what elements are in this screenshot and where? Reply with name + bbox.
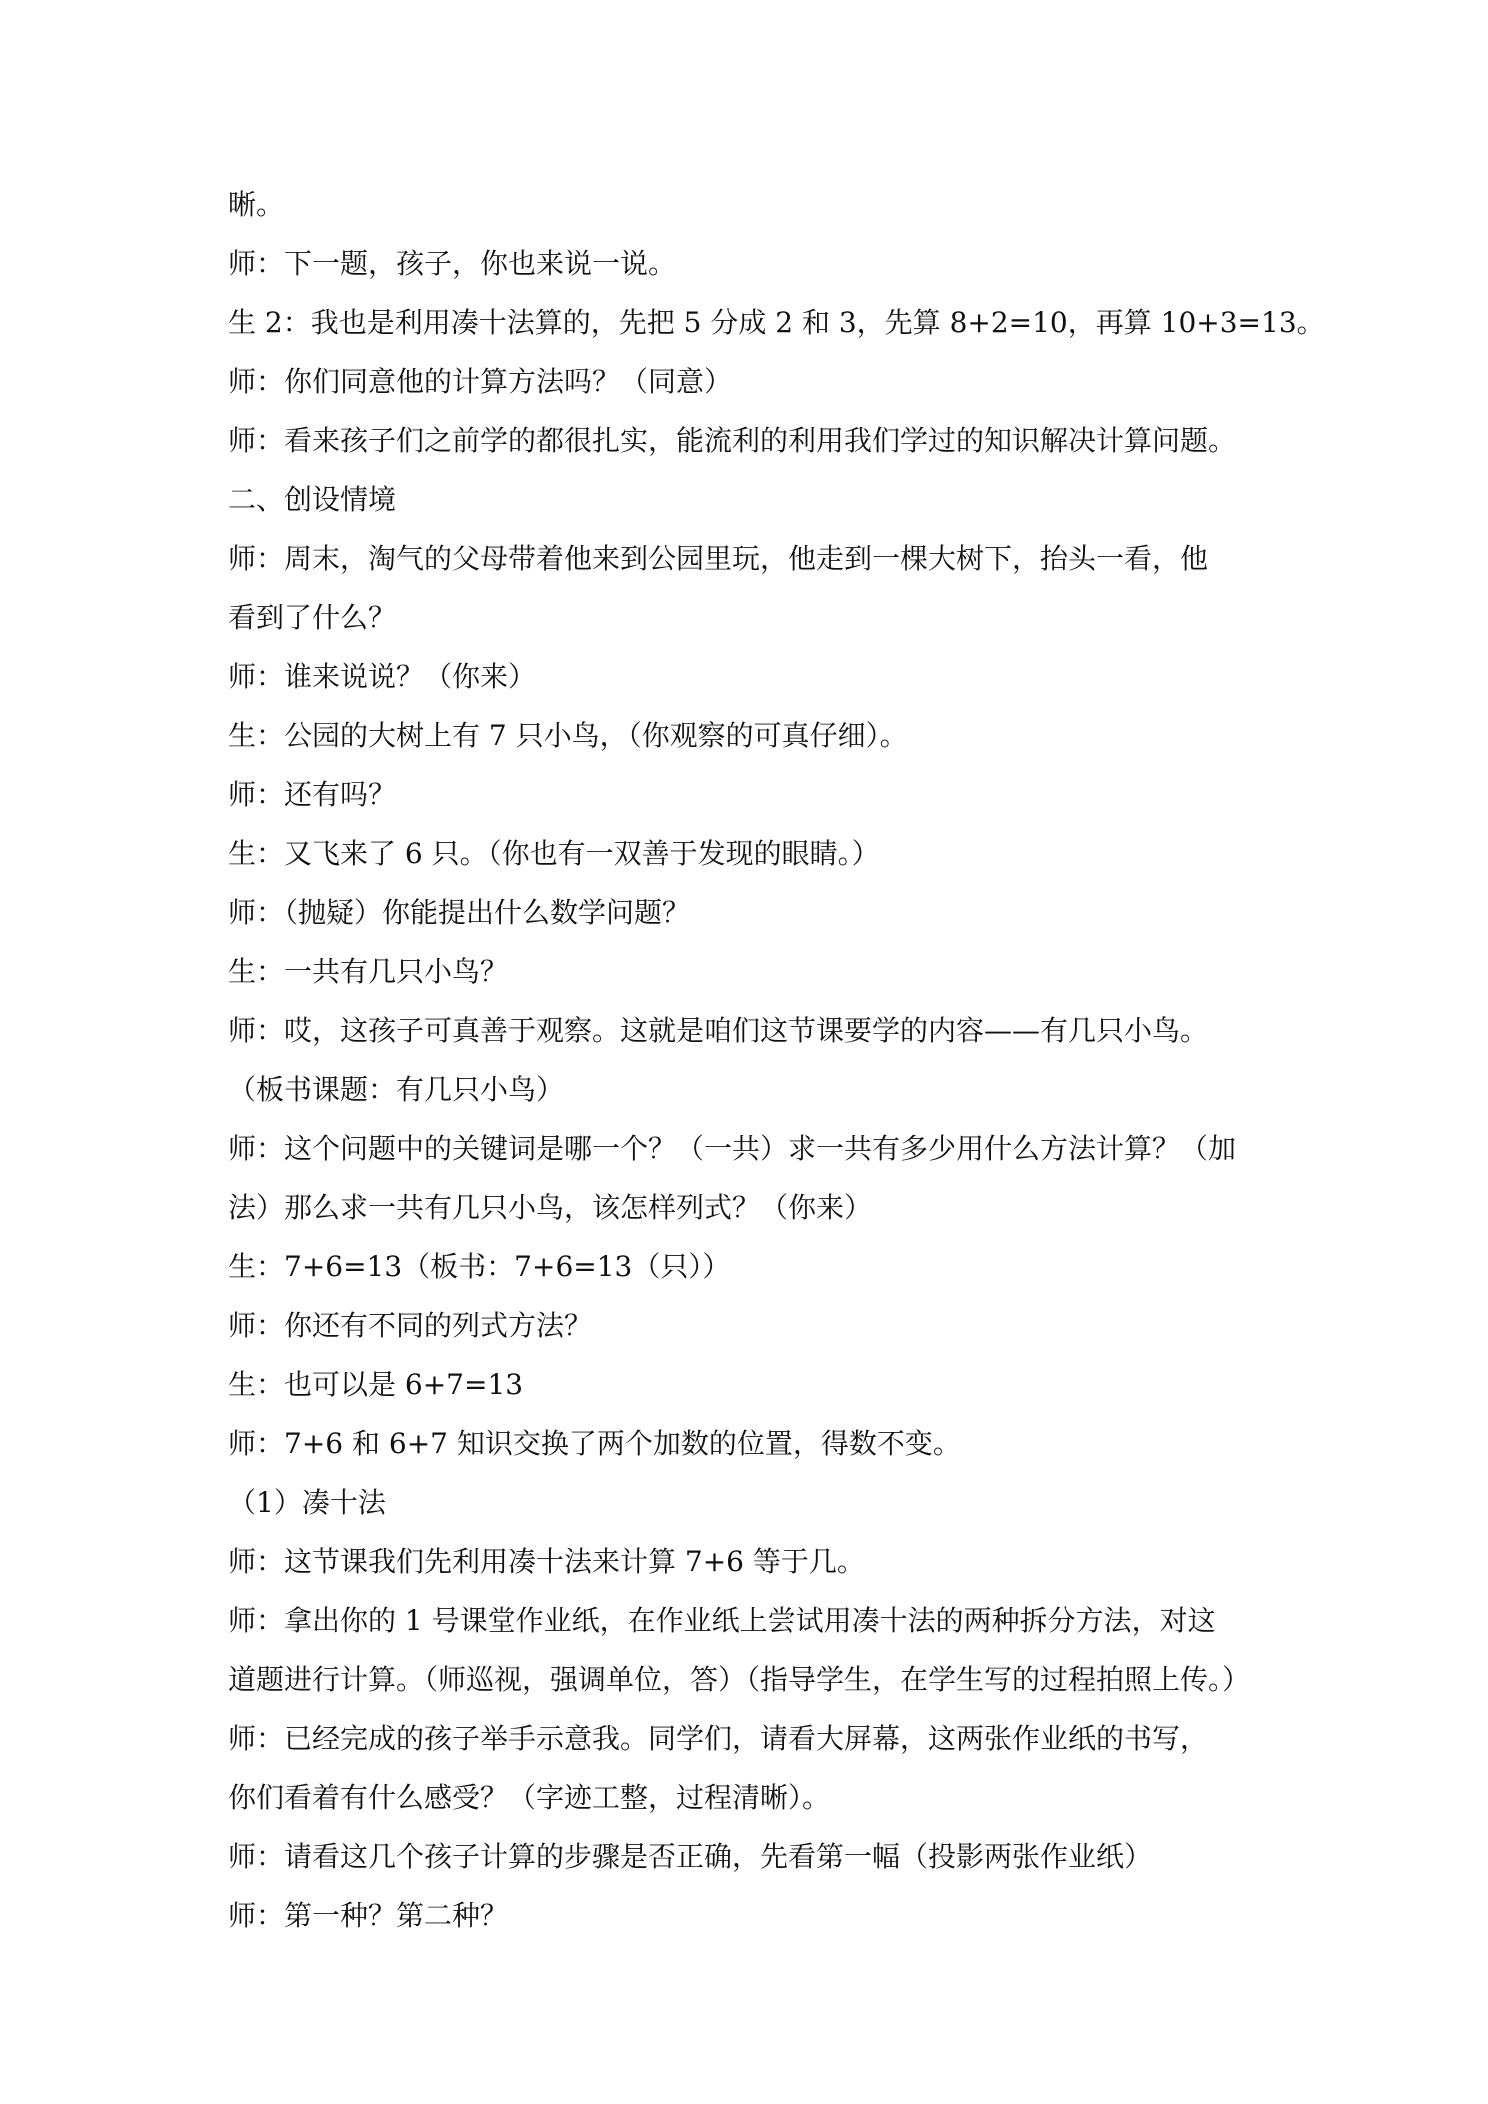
text-line: 师：哎，这孩子可真善于观察。这就是咱们这节课要学的内容——有几只小鸟。 xyxy=(228,1014,1209,1047)
text-line: 生：又飞来了 6 只。（你也有一双善于发现的眼睛。） xyxy=(228,837,880,870)
text-line: 晰。 xyxy=(228,188,285,221)
text-line: 师：谁来说说？（你来） xyxy=(228,660,537,693)
text-line: 师：（抛疑）你能提出什么数学问题？ xyxy=(228,896,691,929)
text-line: 师：请看这几个孩子计算的步骤是否正确，先看第一幅（投影两张作业纸） xyxy=(228,1840,1153,1873)
text-line: 生：也可以是 6+7=13 xyxy=(228,1368,524,1401)
text-line: 看到了什么？ xyxy=(228,601,397,634)
text-line: 道题进行计算。（师巡视，强调单位，答）（指导学生，在学生写的过程拍照上传。） xyxy=(228,1663,1251,1696)
text-line: 你们看着有什么感受？（字迹工整，过程清晰）。 xyxy=(228,1781,831,1814)
text-line: 师：这个问题中的关键词是哪一个？（一共）求一共有多少用什么方法计算？（加 xyxy=(228,1132,1237,1165)
text-line: 生：7+6=13（板书：7+6=13（只）） xyxy=(228,1250,731,1283)
section-heading: 二、创设情境 xyxy=(228,483,397,516)
text-line: 师：你们同意他的计算方法吗？（同意） xyxy=(228,365,733,398)
text-line: 师：拿出你的 1 号课堂作业纸，在作业纸上尝试用凑十法的两种拆分方法，对这 xyxy=(228,1604,1216,1637)
text-line: 师：这节课我们先利用凑十法来计算 7+6 等于几。 xyxy=(228,1545,865,1578)
text-line: （板书课题：有几只小鸟） xyxy=(228,1073,565,1106)
subsection-heading: （1）凑十法 xyxy=(228,1486,386,1519)
text-line: 师：周末，淘气的父母带着他来到公园里玩，他走到一棵大树下，抬头一看，他 xyxy=(228,542,1209,575)
text-line: 师：下一题，孩子，你也来说一说。 xyxy=(228,247,677,280)
text-line: 法）那么求一共有几只小鸟，该怎样列式？（你来） xyxy=(228,1191,873,1224)
document-body xyxy=(228,175,1325,1945)
text-line: 生 2：我也是利用凑十法算的，先把 5 分成 2 和 3，先算 8+2=10，再算 10+3=13。 xyxy=(228,306,1325,339)
text-line: 师：已经完成的孩子举手示意我。同学们，请看大屏幕，这两张作业纸的书写， xyxy=(228,1722,1209,1755)
text-line: 师：7+6 和 6+7 知识交换了两个加数的位置，得数不变。 xyxy=(228,1427,961,1460)
text-line: 师：还有吗？ xyxy=(228,778,397,811)
text-line: 师：你还有不同的列式方法？ xyxy=(228,1309,593,1342)
text-line: 生：一共有几只小鸟？ xyxy=(228,955,509,988)
text-line: 师：看来孩子们之前学的都很扎实，能流利的利用我们学过的知识解决计算问题。 xyxy=(228,424,1237,457)
text-line: 师：第一种？第二种？ xyxy=(228,1899,509,1932)
text-line: 生：公园的大树上有 7 只小鸟，（你观察的可真仔细）。 xyxy=(228,719,908,752)
